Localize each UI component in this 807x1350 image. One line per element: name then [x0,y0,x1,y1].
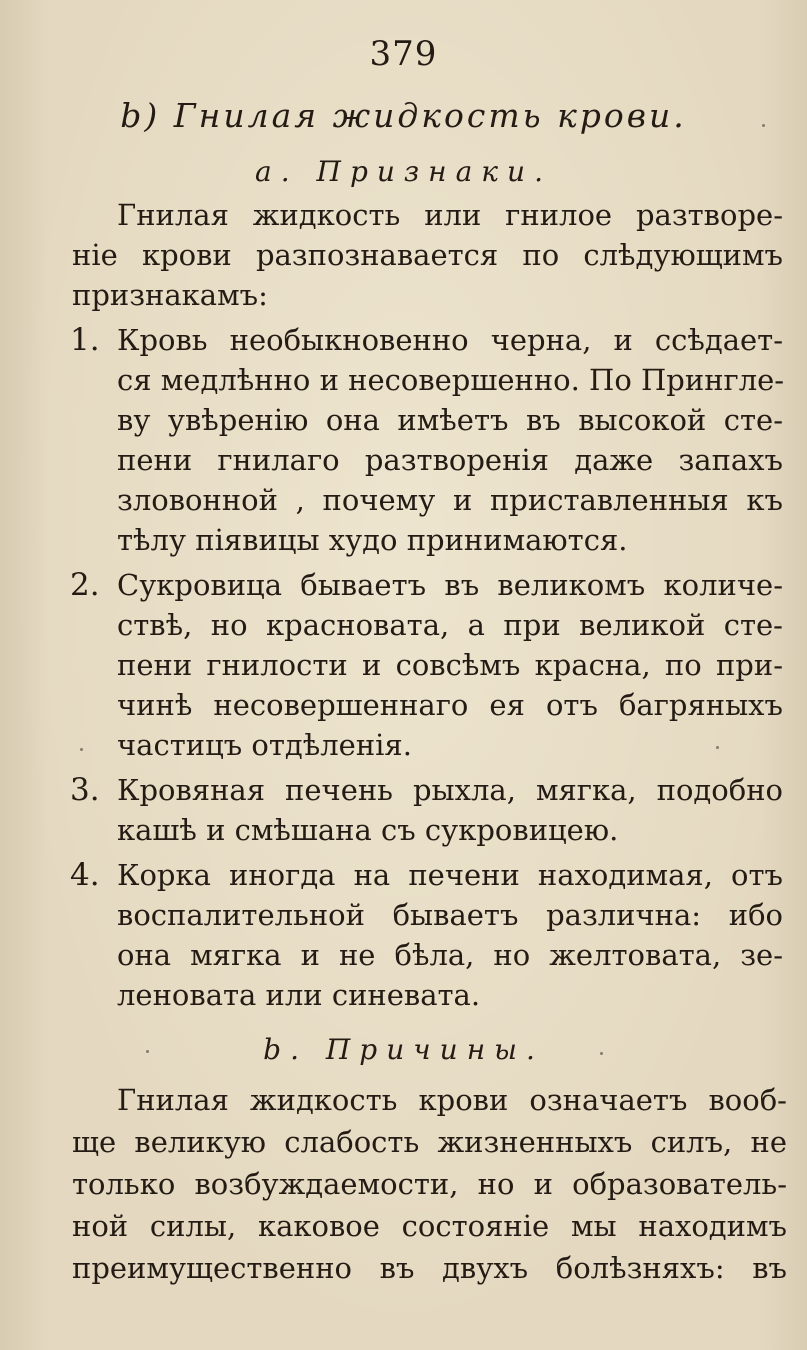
text-line: Сукровица бываетъ въ великомъ количе- [117,568,783,602]
text-line: кашѣ и смѣшана съ сукровицею. [117,813,619,847]
text-line: ся медлѣнно и несовершенно. По Прингле- [117,363,785,397]
text-line: Кровь необыкновенно черна, и ссѣдает- [117,323,783,357]
text-line: леновата или синевата. [117,978,481,1012]
section-heading: b) Гнилая жидкость крови. [120,96,687,135]
text-line: ніе крови разпознавается по слѣдующимъ [72,238,783,272]
text-line: частицъ отдѣленія. [117,728,412,762]
text-line: Гнилая жидкость или гнилое разтворе- [117,198,783,232]
text-line: ще великую слабость жизненныхъ силъ, не [72,1125,787,1159]
item-number: 2. [70,567,100,603]
page-number: 379 [369,34,438,74]
paper-speck [80,748,83,751]
text-line: она мягка и не бѣла, но желтовата, зе- [117,938,783,972]
text-line: Гнилая жидкость крови означаетъ вооб- [117,1083,787,1117]
paper-speck [716,746,719,749]
item-number: 4. [70,857,100,893]
text-line: только возбуждаемости, но и образователь- [72,1167,787,1201]
text-line: пени гнилаго разтворенія даже запахъ [117,443,783,477]
item-number: 1. [70,322,100,358]
text-line: Кровяная печень рыхла, мягка, подобно [117,773,783,807]
text-line: зловонной , почему и приставленныя къ [117,483,783,517]
subsection-title-signs: a. Признаки. [255,155,552,188]
item-number: 3. [70,772,100,808]
text-line: тѣлу піявицы худо принимаются. [117,523,628,557]
paper-speck [762,124,765,127]
paper-speck [600,1052,603,1055]
paper-speck [146,1050,149,1053]
text-line: признакамъ: [72,278,268,312]
text-line: Корка иногда на печени находимая, отъ [117,858,783,892]
text-line: ной силы, каковое состояніе мы находимъ [72,1209,787,1243]
text-line: чинѣ несовершеннаго ея отъ багряныхъ [117,688,783,722]
text-line: ствѣ, но красновата, а при великой сте- [117,608,783,642]
subsection-title-causes: b. Причины. [263,1033,544,1066]
text-line: преимущественно въ двухъ болѣзняхъ: въ [72,1251,787,1285]
text-line: воспалительной бываетъ различна: ибо [117,898,783,932]
text-line: ву увѣренію она имѣетъ въ высокой сте- [117,403,783,437]
text-line: пени гнилости и совсѣмъ красна, по при- [117,648,783,682]
